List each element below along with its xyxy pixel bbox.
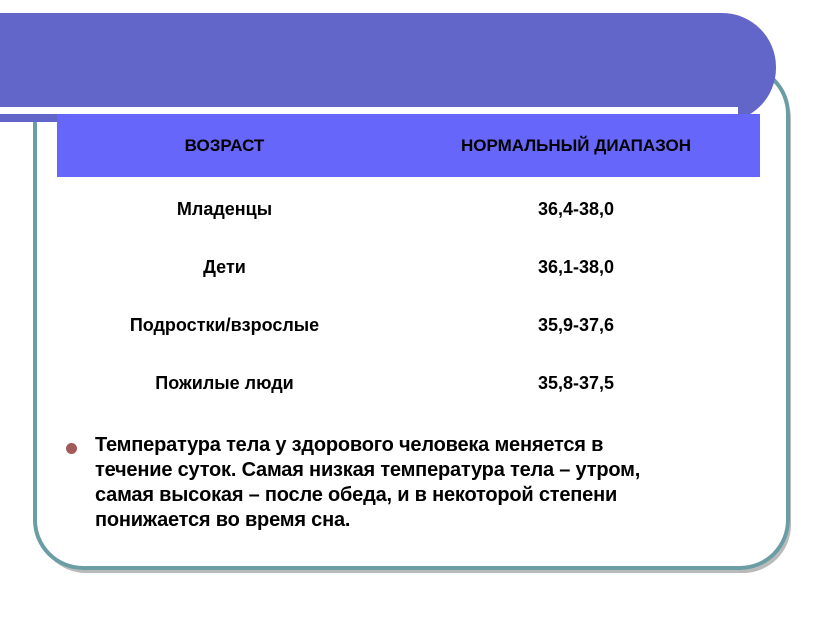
table-row [57, 238, 760, 296]
cell-age: Пожилые люди [155, 372, 294, 393]
table-row [57, 296, 760, 354]
bullet-icon [66, 443, 77, 454]
table-header-age: ВОЗРАСТ [184, 135, 265, 155]
table-row [57, 354, 760, 412]
note-line: течение суток. Самая низкая температура тела – утром, [95, 459, 641, 481]
note-text [95, 433, 764, 533]
title-banner [0, 13, 776, 122]
cell-range: 36,4-38,0 [537, 198, 615, 219]
note-block [64, 433, 764, 533]
cell-age: Дети [203, 256, 246, 277]
note-line: самая высокая – после обеда, и в некоторой степени [95, 484, 618, 506]
table-row [57, 180, 760, 238]
note-line: Температура тела у здорового человека меняется в [95, 434, 604, 456]
table-body [57, 180, 760, 412]
table-header-row [57, 114, 760, 177]
cell-age: Подростки/взрослые [129, 314, 320, 335]
table-header-range: НОРМАЛЬНЫЙ ДИАПАЗОН [460, 135, 692, 155]
cell-range: 35,8-37,5 [537, 372, 615, 393]
cell-range: 35,9-37,6 [537, 314, 615, 335]
temperature-table [57, 114, 760, 412]
cell-age: Младенцы [176, 198, 273, 219]
banner-underline [0, 107, 738, 114]
cell-range: 36,1-38,0 [537, 256, 615, 277]
note-line: понижается во время сна. [95, 509, 351, 531]
